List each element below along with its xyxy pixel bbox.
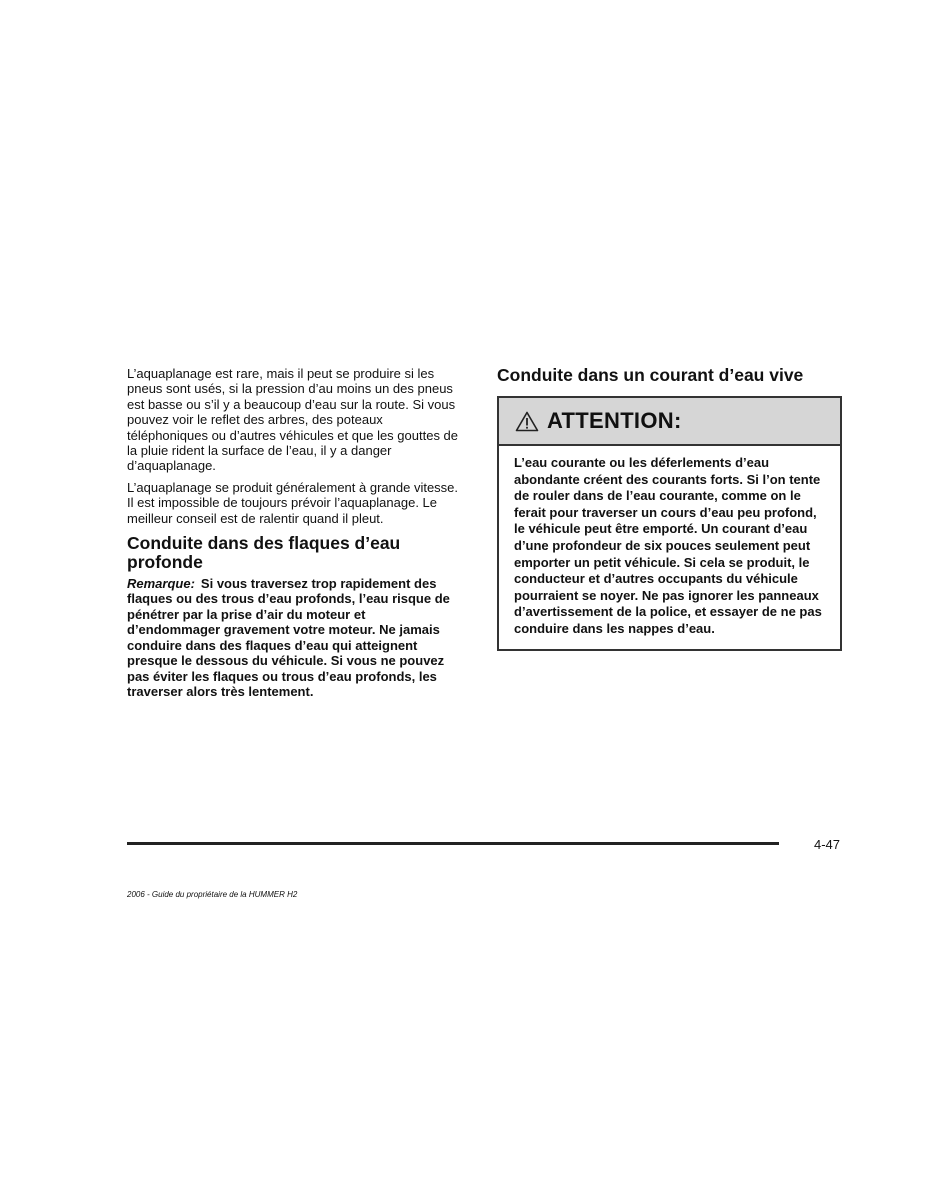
caution-header (499, 398, 840, 446)
right-column (497, 366, 842, 651)
note-text: Si vous traversez trop rapidement des flaques ou des trous d’eau profonds, l’eau risque de pénétrer par la prise d’air du moteur et d’endommager gravement votre moteur. Ne jamais conduire dans des flaques d’eau qui atteignent presque le dessous du véhicule. Si vous ne pouvez pas éviter les flaques ou trous d’eau profonds, les traverser alors très lentement. (127, 576, 450, 699)
left-column (127, 366, 462, 699)
footer-rule (127, 842, 779, 845)
note-label: Remarque: (127, 576, 195, 592)
aquaplaning-paragraph-2: L’aquaplanage se produit généralement à grande vitesse. Il est impossible de toujours prévoir l’aquaplanage. Le meilleur conseil est de ralentir quand il pleut. (127, 479, 459, 526)
caution-title: ATTENTION: (547, 408, 682, 433)
page-number: 4-47 (814, 837, 841, 852)
warning-triangle-icon (515, 411, 539, 432)
caution-text: L’eau courante ou les déferlements d’eau abondante créent des courants forts. Si l’on tente de rouler dans de l’eau courante, comme on le ferait pour traverser un cours d’eau peu profond, le véhicule peut être emporté. Un courant d’eau d’une profondeur de six pouces seulement peut emporter un petit véhicule. Si cela se produit, le conducteur et d’autres occupants du véhicule pourraient se noyer. Ne pas ignorer les panneaux d’avertissement de la police, et essayer de ne pas conduire dans les nappes d’eau. (514, 455, 822, 636)
flowing-water-heading: Conduite dans un courant d’eau vive (497, 365, 804, 385)
deep-puddles-heading: Conduite dans des flaques d’eau profonde (127, 533, 401, 573)
footer-text: 2006 - Guide du propriétaire de la HUMMER H2 (127, 890, 298, 899)
aquaplaning-paragraph-1: L’aquaplanage est rare, mais il peut se produire si les pneus sont usés, si la pression d’au moins un des pneus est basse ou s’il y a beaucoup d’eau sur la route. Si vous pouvez voir le reflet des arbres, des poteaux téléphoniques ou d’autres véhicules et que les gouttes de la pluie rident la surface de l’eau, il y a danger d’aquaplanage. (127, 366, 459, 474)
note-paragraph (127, 576, 462, 699)
caution-box (497, 396, 842, 651)
